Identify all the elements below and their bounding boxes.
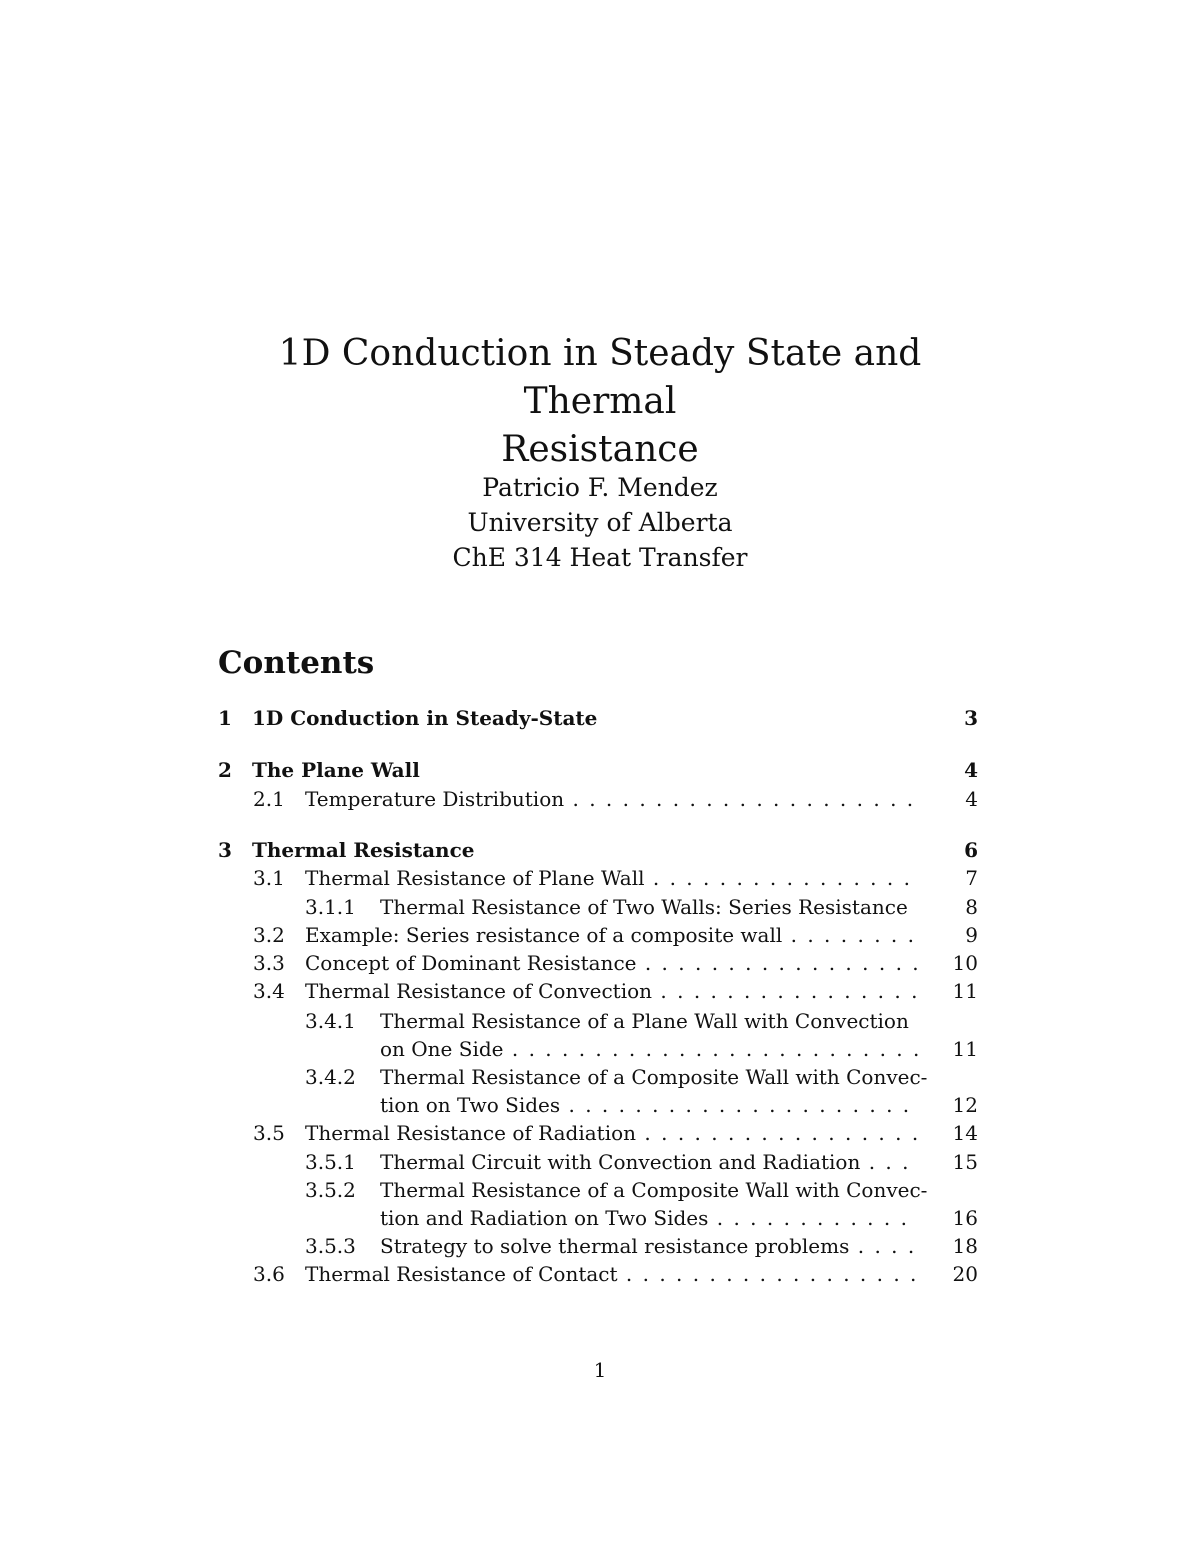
contents-heading: Contents xyxy=(218,645,375,681)
toc-entry-page: 14 xyxy=(918,1120,978,1146)
toc-entry-page: 15 xyxy=(918,1149,978,1175)
toc-entry-title: Example: Series resistance of a composite wall . . . xyxy=(305,922,945,948)
toc-entry-title: Thermal Resistance of a Plane Wall with Convection xyxy=(380,1009,909,1033)
toc-entry-title: Thermal Resistance of Contact . . . xyxy=(305,1261,945,1287)
toc-entry-page: 6 xyxy=(918,837,978,863)
page-number: 1 xyxy=(593,1358,607,1382)
course-name: ChE 314 Heat Transfer xyxy=(452,543,748,572)
toc-entry-number: 3.5 xyxy=(253,1121,285,1145)
toc-entry-number: 3.4.2 xyxy=(305,1065,356,1089)
author-name: Patricio F. Mendez xyxy=(482,473,718,502)
toc-entry-number: 3.5.1 xyxy=(305,1150,356,1174)
toc-entry-number: 3.1 xyxy=(253,866,285,890)
title-line-1: 1D Conduction in Steady State and Thermal xyxy=(278,333,922,422)
toc-entry-3-4-2-continued[interactable] xyxy=(0,1092,1200,1118)
toc-entry-title: Thermal Resistance of Radiation . . . xyxy=(305,1120,945,1146)
toc-entry-title: Thermal Resistance of Plane Wall . . . xyxy=(305,865,945,891)
title-line-2: Resistance xyxy=(501,429,699,470)
toc-entry-title: Thermal Resistance of Two Walls: Series Resistance . . . xyxy=(380,894,945,920)
toc-entry-page: 20 xyxy=(918,1261,978,1287)
toc-entry-page: 18 xyxy=(918,1233,978,1259)
toc-entry-title: Thermal Resistance of a Composite Wall with Convec- xyxy=(380,1065,928,1089)
toc-entry-number: 3.4.1 xyxy=(305,1009,356,1033)
toc-entry-page: 3 xyxy=(918,705,978,731)
toc-entry-number: 2 xyxy=(218,758,232,782)
toc-entry-3-2[interactable] xyxy=(0,922,1200,948)
toc-entry-title-continued: tion and Radiation on Two Sides . . . xyxy=(380,1205,945,1231)
toc-entry-number: 3.5.2 xyxy=(305,1178,356,1202)
toc-entry-3-5-3[interactable] xyxy=(0,1233,1200,1259)
toc-entry-page: 11 xyxy=(918,978,978,1004)
toc-entry-title: Temperature Distribution . . . xyxy=(305,786,945,812)
toc-entry-3-4-2[interactable] xyxy=(0,1064,1200,1090)
toc-entry-page: 16 xyxy=(918,1205,978,1231)
toc-entry-3-5-1[interactable] xyxy=(0,1149,1200,1175)
author-affiliation: University of Alberta xyxy=(467,508,733,537)
toc-entry-page: 4 xyxy=(918,757,978,783)
toc-entry-page: 11 xyxy=(918,1036,978,1062)
toc-entry-number: 1 xyxy=(218,706,232,730)
toc-entry-page: 4 xyxy=(918,786,978,812)
toc-entry-title: Strategy to solve thermal resistance problems . . . xyxy=(380,1233,945,1259)
toc-entry-3-5[interactable] xyxy=(0,1120,1200,1146)
toc-entry-number: 3.4 xyxy=(253,979,285,1003)
toc-entry-number: 3.3 xyxy=(253,951,285,975)
toc-entry-title: Concept of Dominant Resistance . . . xyxy=(305,950,945,976)
toc-entry-1[interactable] xyxy=(0,705,1200,731)
toc-entry-number: 3.6 xyxy=(253,1262,285,1286)
toc-entry-title: Thermal Resistance of Convection . . . xyxy=(305,978,945,1004)
toc-entry-title-continued: tion on Two Sides . . . xyxy=(380,1092,945,1118)
toc-entry-3[interactable] xyxy=(0,837,1200,863)
toc-entry-number: 3.5.3 xyxy=(305,1234,356,1258)
toc-entry-number: 3.2 xyxy=(253,923,285,947)
toc-entry-page: 10 xyxy=(918,950,978,976)
toc-entry-3-4-1-continued[interactable] xyxy=(0,1036,1200,1062)
toc-entry-title: Thermal Resistance xyxy=(252,838,475,862)
toc-entry-page: 12 xyxy=(918,1092,978,1118)
toc-entry-title: 1D Conduction in Steady-State xyxy=(252,706,598,730)
toc-entry-page: 9 xyxy=(918,922,978,948)
toc-entry-3-1-1[interactable] xyxy=(0,894,1200,920)
toc-entry-3-4[interactable] xyxy=(0,978,1200,1004)
toc-entry-3-3[interactable] xyxy=(0,950,1200,976)
toc-entry-title: The Plane Wall xyxy=(252,758,420,782)
toc-entry-3-6[interactable] xyxy=(0,1261,1200,1287)
toc-entry-page: 8 xyxy=(918,894,978,920)
toc-entry-title: Thermal Resistance of a Composite Wall with Convec- xyxy=(380,1178,928,1202)
toc-entry-2-1[interactable] xyxy=(0,786,1200,812)
toc-entry-3-5-2-continued[interactable] xyxy=(0,1205,1200,1231)
toc-entry-number: 3 xyxy=(218,838,232,862)
toc-entry-3-5-2[interactable] xyxy=(0,1177,1200,1203)
toc-entry-3-1[interactable] xyxy=(0,865,1200,891)
toc-entry-2[interactable] xyxy=(0,757,1200,783)
toc-entry-title: Thermal Circuit with Convection and Radiation . . . xyxy=(380,1149,945,1175)
toc-entry-title-continued: on One Side . . . xyxy=(380,1036,945,1062)
toc-entry-page: 7 xyxy=(918,865,978,891)
toc-entry-number: 2.1 xyxy=(253,787,285,811)
toc-entry-3-4-1[interactable] xyxy=(0,1008,1200,1034)
toc-entry-number: 3.1.1 xyxy=(305,895,356,919)
